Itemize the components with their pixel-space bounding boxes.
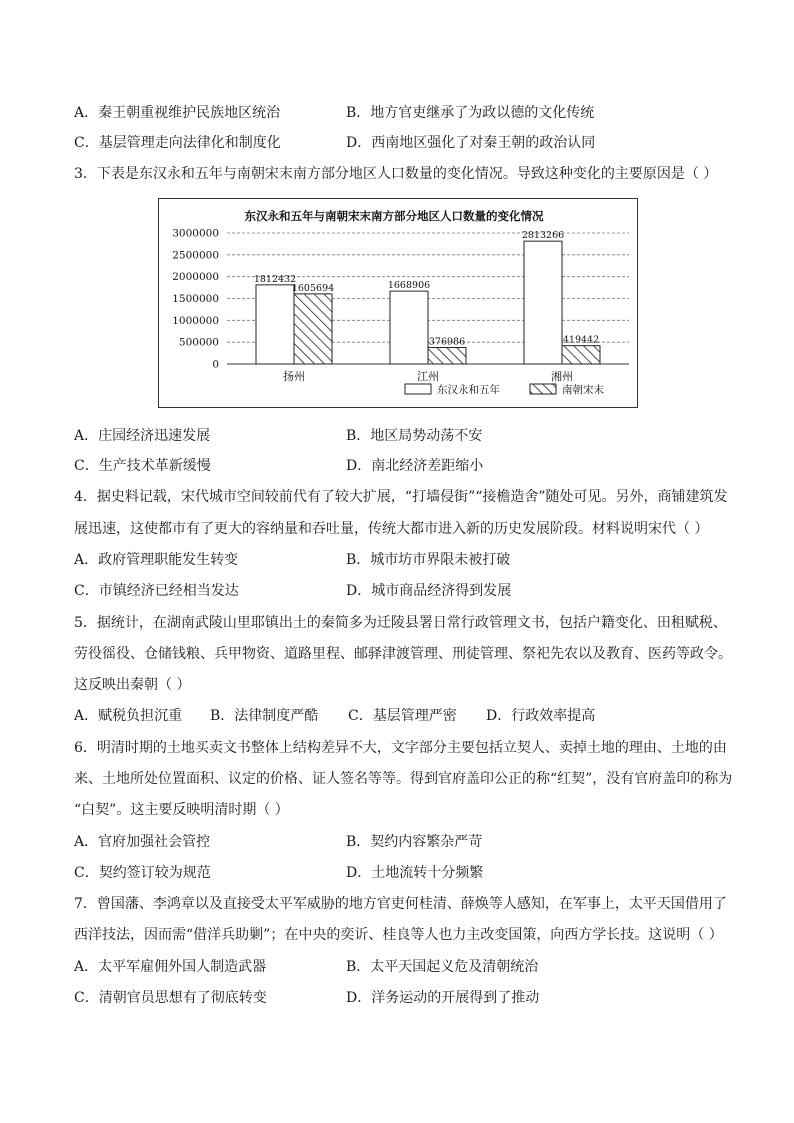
q6-stem-line3: “白契”。这主要反映明清时期（ ）	[74, 802, 289, 818]
q3-option-c: C．生产技术革新缓慢	[74, 458, 211, 474]
q7-option-d: D．洋务运动的开展得到了推动	[346, 990, 540, 1006]
q4-stem-line2: 展迅速，这使都市有了更大的容纳量和吞吐量，传统大都市进入新的历史发展阶段。材料说明宋代（ ）	[74, 521, 709, 537]
category-label: 扬州	[283, 370, 305, 383]
q6-option-a: A．官府加强社会管控	[74, 834, 211, 850]
q4-stem-line1: 4．据史料记载，宋代城市空间较前代有了较大扩展，“打墙侵街”“接檐造舍”随处可见。另外，商铺建筑发	[74, 489, 728, 505]
q6-option-b: B．契约内容繁杂严苛	[346, 834, 483, 850]
bar-value-label: 2813266	[521, 230, 565, 242]
y-tick-label: 1500000	[172, 293, 219, 305]
q3-stem: 3．下表是东汉永和五年与南朝宋末南方部分地区人口数量的变化情况。导致这种变化的主要原因是（ ）	[74, 166, 718, 182]
q2-option-a: A．秦王朝重视维护民族地区统治	[74, 105, 281, 121]
q4-option-c: C．市镇经济已经相当发达	[74, 583, 239, 599]
q5-stem-line2: 劳役徭役、仓储钱粮、兵甲物资、道路里程、邮驿津渡管理、刑徒管理、祭祀先农以及教育、医药等政令。	[74, 646, 732, 662]
q5-stem-line3: 这反映出秦朝（ ）	[74, 677, 191, 693]
q7-stem-line1: 7．曾国藩、李鸿章以及直接受太平军威胁的地方官吏何桂清、薛焕等人感知，在军事上，太平天国借用了	[74, 896, 727, 912]
x-axis-categories	[283, 369, 573, 383]
q6-stem-line1: 6．明清时期的土地买卖文书整体上结构差异不大，文字部分主要包括立契人、卖掉土地的理由、土地的由	[74, 740, 727, 756]
q7-option-a: A．太平军雇佣外国人制造武器	[74, 959, 267, 975]
bar	[428, 348, 466, 364]
y-tick-label: 500000	[178, 336, 219, 349]
chart-title: 东汉永和五年与南朝宋末南方部分地区人口数量的变化情况	[244, 209, 544, 223]
q5-option-b: B．法律制度严酷	[210, 708, 319, 724]
y-tick-label: 3000000	[172, 227, 219, 240]
bar	[562, 346, 600, 364]
y-axis-ticks	[172, 228, 219, 371]
bar-value-label: 1668906	[387, 280, 431, 292]
q4-option-d: D．城市商品经济得到发展	[346, 583, 512, 599]
q5-option-d: D．行政效率提高	[486, 708, 596, 724]
legend-label: 南朝宋末	[562, 384, 604, 396]
legend-swatch	[530, 384, 556, 394]
q7-option-c: C．清朝官员思想有了彻底转变	[74, 990, 267, 1006]
q2-option-b: B．地方官吏继承了为政以德的文化传统	[346, 105, 595, 121]
category-label: 湘州	[551, 370, 573, 383]
legend-swatch	[405, 384, 431, 394]
q3-option-a: A．庄园经济迅速发展	[74, 428, 211, 444]
population-chart	[158, 198, 638, 408]
legend-label: 东汉永和五年	[437, 384, 500, 396]
q5-stem-line1: 5．据统计，在湖南武陵山里耶镇出土的秦简多为迁陵县署日常行政管理文书，包括户籍变化、田租赋税、	[74, 615, 727, 631]
q4-option-a: A．政府管理职能发生转变	[74, 552, 239, 568]
q5-option-c: C．基层管理严密	[348, 708, 457, 724]
population-bar-chart	[159, 199, 639, 409]
bar	[256, 285, 294, 364]
q6-stem-line2: 来、土地所处位置面积、议定的价格、证人签名等等。得到官府盖印公正的称“红契”，没有官府盖印的称为	[74, 771, 733, 787]
bar-value-label: 419442	[562, 334, 600, 346]
y-tick-label: 2000000	[172, 271, 219, 284]
bar	[524, 241, 562, 364]
q6-option-c: C．契约签订较为规范	[74, 865, 211, 881]
q3-option-b: B．地区局势动荡不安	[346, 428, 483, 444]
q2-option-c: C．基层管理走向法律化和制度化	[74, 135, 281, 151]
chart-legend	[405, 383, 604, 396]
category-label: 江州	[417, 370, 439, 383]
q4-option-b: B．城市坊市界限未被打破	[346, 552, 511, 568]
y-tick-label: 2500000	[172, 249, 219, 262]
q7-option-b: B．太平天国起义危及清朝统治	[346, 959, 539, 975]
q3-option-d: D．南北经济差距缩小	[346, 458, 484, 474]
q5-option-a: A．赋税负担沉重	[74, 708, 183, 724]
q6-option-d: D．土地流转十分频繁	[346, 865, 484, 881]
q7-stem-line2: 西洋技法，因而需“借洋兵助剿”；在中央的奕䜣、桂良等人也力主改变国策，向西方学长技。这说明（ ）	[74, 927, 723, 943]
bar	[294, 294, 332, 364]
y-tick-label: 0	[212, 358, 219, 371]
bar	[390, 291, 428, 364]
bar-value-label: 1812432	[253, 273, 297, 285]
bar-value-label: 1605694	[291, 282, 335, 294]
q2-option-d: D．西南地区强化了对秦王朝的政治认同	[346, 135, 596, 151]
bar-value-label: 376986	[428, 336, 466, 348]
y-tick-label: 1000000	[172, 314, 219, 327]
